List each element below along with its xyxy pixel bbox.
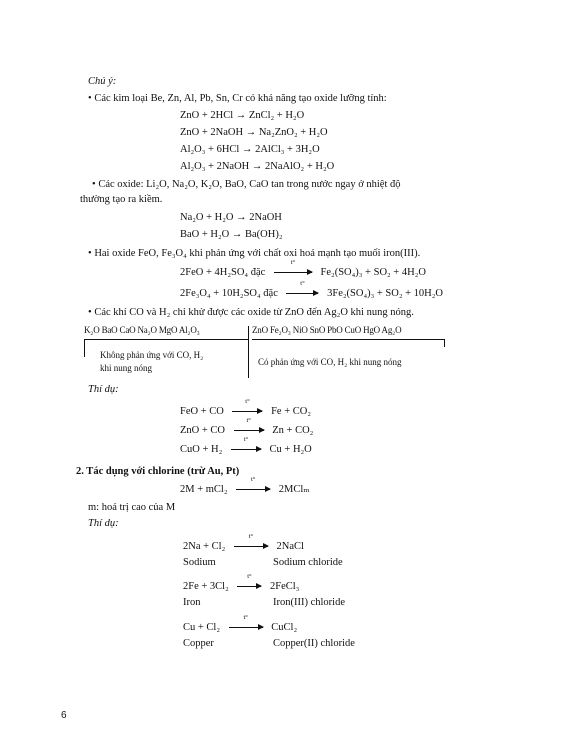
arrow-icon [284,280,320,300]
reaction-2-condition: t° [247,573,252,580]
reaction-1-name-left: Sodium [183,557,216,568]
equation-8-right: 3Fe₂(SO₄)₃ + SO₂ + 10H₂O [327,288,444,299]
reaction-1-name-right: Sodium chloride [273,557,343,568]
arrow-icon [272,259,314,279]
equation-7-right: Fe₂(SO₄)₃ + SO₂ + 4H₂O [320,267,426,278]
reaction-3-name-left: Copper [183,638,214,649]
reaction-3-left: Cu + Cl₂ [183,622,221,633]
bracket-right-tick [444,339,445,347]
example-eq-1-left: FeO + CO [180,406,224,417]
reaction-3-condition: t° [243,614,248,621]
example-eq-3-right: Cu + H₂O [269,444,312,455]
example-eq-3-left: CuO + H₂ [180,444,223,455]
equation-7-condition: t° [290,259,296,266]
general-equation-condition: t° [250,476,256,483]
arrow-icon [234,476,272,496]
arrow-icon [232,417,266,437]
arrow-icon [232,533,270,553]
reaction-3 [183,614,298,634]
bracket-left-line [84,339,248,340]
equation-5: Na₂O + H₂O → 2NaOH [180,212,282,223]
reaction-1-condition: t° [248,533,254,540]
section-2-heading: 2. Tác dụng với chlorine (trừ Au, Pt) [76,466,240,477]
reaction-1-left: 2Na + Cl₂ [183,541,226,552]
valence-note: m: hoá trị cao của M [88,502,176,513]
reaction-2-right: 2FeCl₃ [270,581,300,592]
example-eq-1-right: Fe + CO₂ [271,406,312,417]
arrow-icon [229,436,263,456]
reaction-3-right: CuCl₂ [271,622,298,633]
bullet-reduction: • Các khí CO và H₂ chỉ khử được các oxide từ ZnO đến Ag₂O khi nung nóng. [88,306,414,319]
divider-line [248,326,249,378]
left-note-2: khi nung nóng [100,363,153,373]
equation-8 [180,280,444,300]
equation-6: BaO + H₂O → Ba(OH)₂ [180,229,283,240]
example-eq-2-left: ZnO + CO [180,425,226,436]
equation-8-condition: t° [300,280,305,287]
bracket-left-tick [84,339,85,357]
example-eq-1-condition: t° [245,398,250,405]
left-note-1: Không phản ứng với CO, H₂ [100,350,204,360]
reaction-1 [183,533,304,553]
reaction-2-left: 2Fe + 3Cl₂ [183,581,229,592]
general-equation-right: 2MClₘ [278,484,310,495]
reaction-2-name-right: Iron(III) chloride [273,597,346,608]
example-eq-2-right: Zn + CO₂ [272,425,314,436]
oxide-series-right: ZnO Fe₂O₃ NiO SnO PbO CuO HgO Ag₂O [252,325,402,335]
equation-7-left: 2FeO + 4H₂SO₄ đặc [180,267,266,278]
arrow-icon [227,614,265,634]
bullet-basic-oxides: • Các oxide: Li₂O, Na₂O, K₂O, BaO, CaO tan trong nước ngay ở nhiệt độ [92,178,477,191]
bracket-right-line [252,339,444,340]
reaction-2 [183,573,300,593]
oxide-series-left: K₂O BaO CaO Na₂O MgO Al₂O₃ [84,325,200,335]
reaction-3-name-right: Copper(II) chloride [273,638,355,649]
note-title: Chú ý: [88,76,117,87]
example-1-label: Thí dụ: [88,384,119,395]
general-equation-left: 2M + mCl₂ [180,484,228,495]
right-note: Có phản ứng với CO, H₂ khi nung nóng [258,357,402,367]
example-eq-3 [180,436,312,456]
page-number: 6 [61,710,67,721]
bullet-iron-oxides: • Hai oxide FeO, Fe₃O₄ khi phản ứng với chất oxi hoá mạnh tạo muối iron(III). [88,247,420,260]
equation-1: ZnO + 2HCl → ZnCl₂ + H₂O [180,110,305,121]
general-equation [180,476,310,496]
reaction-1-right: 2NaCl [276,541,304,552]
equation-8-left: 2Fe₃O₄ + 10H₂SO₄ đặc [180,288,278,299]
equation-4: Al₂O₃ + 2NaOH → 2NaAlO₂ + H₂O [180,161,335,172]
equation-2: ZnO + 2NaOH → Na₂ZnO₂ + H₂O [180,127,328,138]
equation-3: Al₂O₃ + 6HCl → 2AlCl₃ + 3H₂O [180,144,320,155]
example-2-label: Thí dụ: [88,518,119,529]
bullet-amphoteric: • Các kim loại Be, Zn, Al, Pb, Sn, Cr có khả năng tạo oxide lưỡng tính: [88,92,387,105]
reaction-2-name-left: Iron [183,597,201,608]
bullet-basic-oxides-cont: thường tạo ra kiềm. [80,194,163,205]
example-eq-2-condition: t° [246,417,251,424]
example-eq-3-condition: t° [243,436,249,443]
arrow-icon [235,573,263,593]
equation-7 [180,259,426,279]
